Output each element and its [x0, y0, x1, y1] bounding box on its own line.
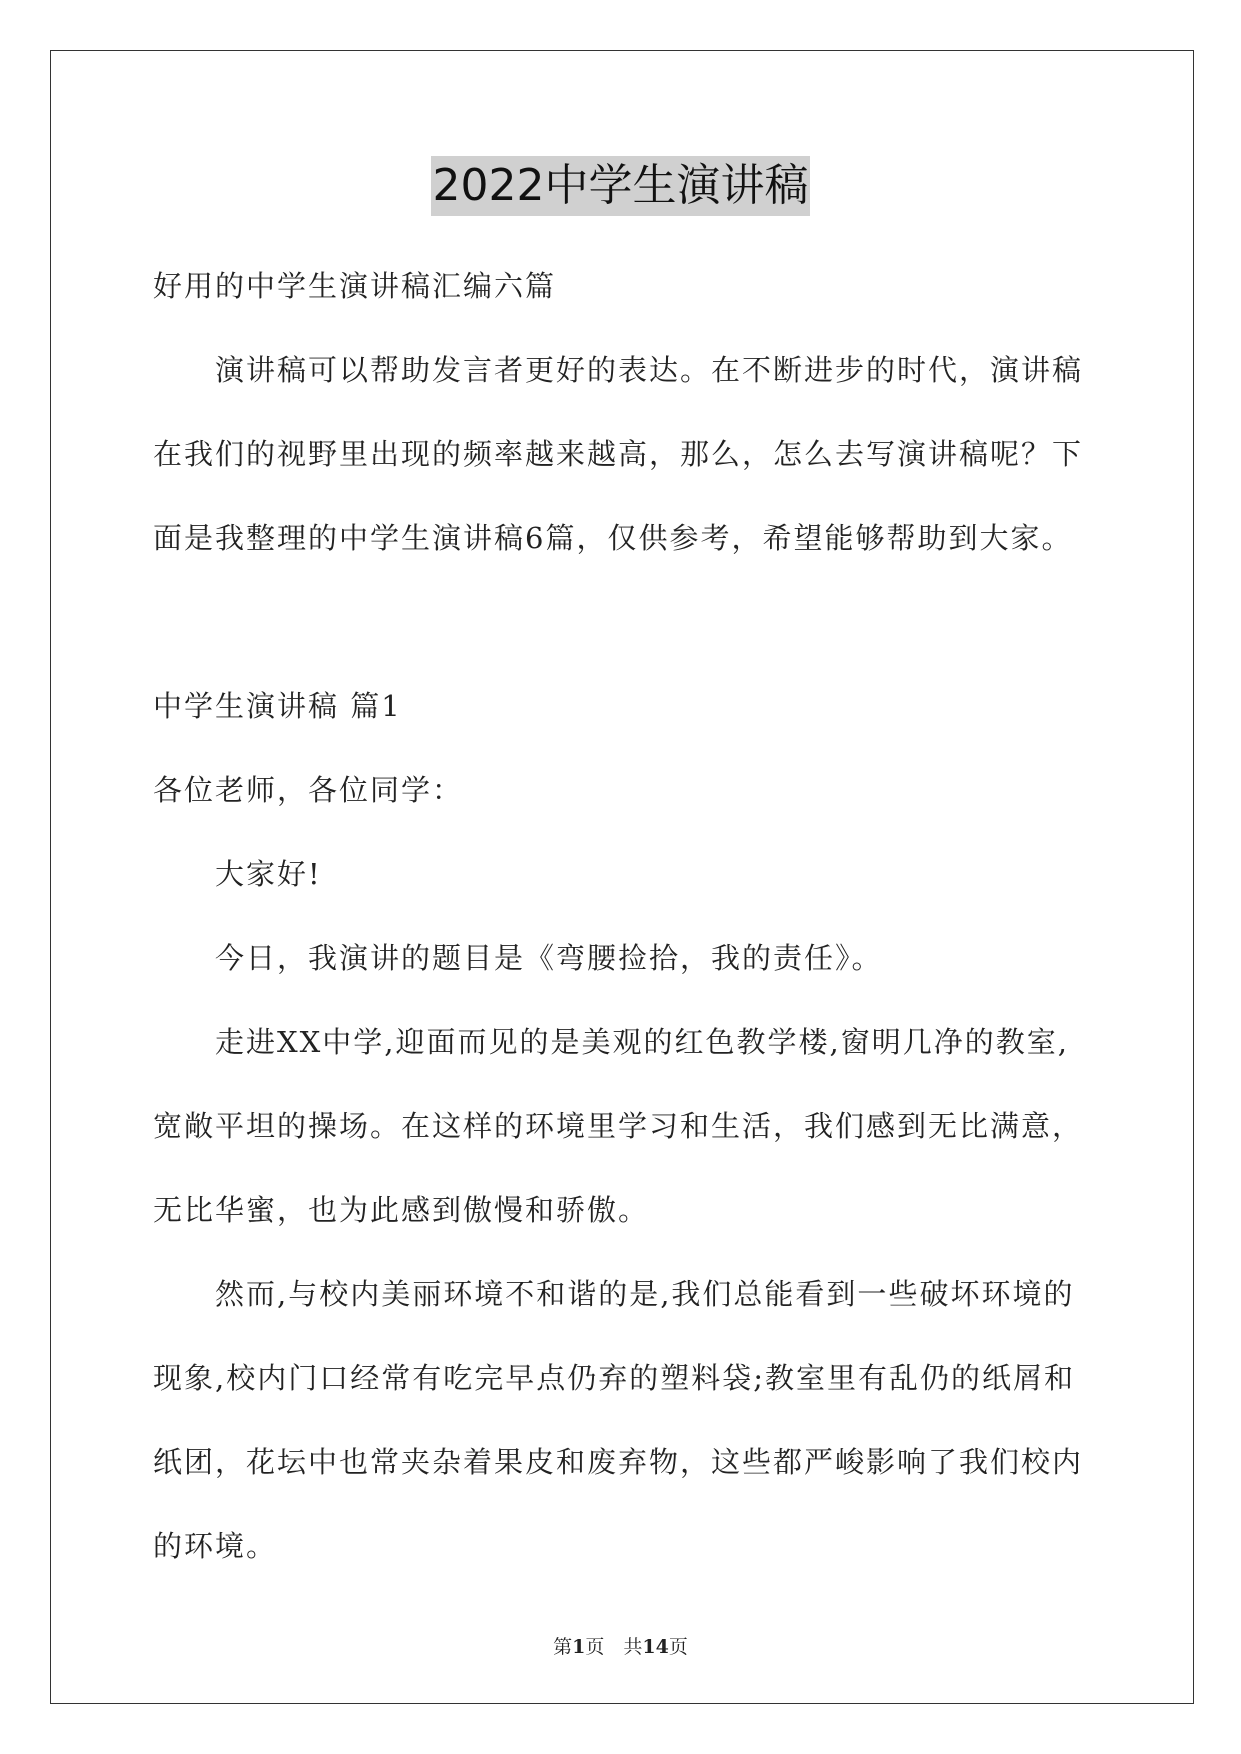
hello-line: 大家好!	[215, 857, 322, 891]
paragraph-line: 然而,与校内美丽环境不和谐的是,我们总能看到一些破坏环境的	[215, 1277, 1075, 1311]
title-wrap	[0, 156, 1241, 216]
footer-page-number: 1	[572, 1636, 586, 1658]
topic-line: 今日，我演讲的题目是《弯腰捡拾，我的责任》。	[215, 941, 883, 975]
intro-line: 在我们的视野里出现的频率越来越高，那么，怎么去写演讲稿呢？下	[153, 437, 1084, 471]
footer-total-pages: 14	[642, 1636, 669, 1658]
intro-line: 演讲稿可以帮助发言者更好的表达。在不断进步的时代，演讲稿	[215, 353, 1084, 387]
paragraph-line: 的环境。	[153, 1529, 278, 1563]
document-subtitle: 好用的中学生演讲稿汇编六篇	[153, 269, 557, 303]
blank-line	[153, 580, 1093, 664]
document-title: 2022中学生演讲稿	[431, 156, 811, 216]
greeting-line: 各位老师，各位同学：	[153, 773, 464, 807]
document-body	[153, 244, 1093, 1588]
footer-suffix: 页	[668, 1636, 688, 1658]
paragraph-line: 走进XX中学,迎面而见的是美观的红色教学楼,窗明几净的教室,	[215, 1025, 1069, 1059]
footer-prefix: 第	[553, 1636, 573, 1658]
footer-middle: 页 共	[585, 1636, 643, 1658]
paragraph-line: 宽敞平坦的操场。在这样的环境里学习和生活，我们感到无比满意，	[153, 1109, 1084, 1143]
paragraph-line: 现象,校内门口经常有吃完早点仍弃的塑料袋;教室里有乱仍的纸屑和	[153, 1361, 1075, 1395]
paragraph-line: 无比华蜜，也为此感到傲慢和骄傲。	[153, 1193, 650, 1227]
intro-line: 面是我整理的中学生演讲稿6篇，仅供参考，希望能够帮助到大家。	[153, 521, 1073, 555]
section-heading: 中学生演讲稿 篇1	[153, 689, 402, 723]
page-footer	[0, 1632, 1241, 1659]
paragraph-line: 纸团，花坛中也常夹杂着果皮和废弃物，这些都严峻影响了我们校内	[153, 1445, 1084, 1479]
